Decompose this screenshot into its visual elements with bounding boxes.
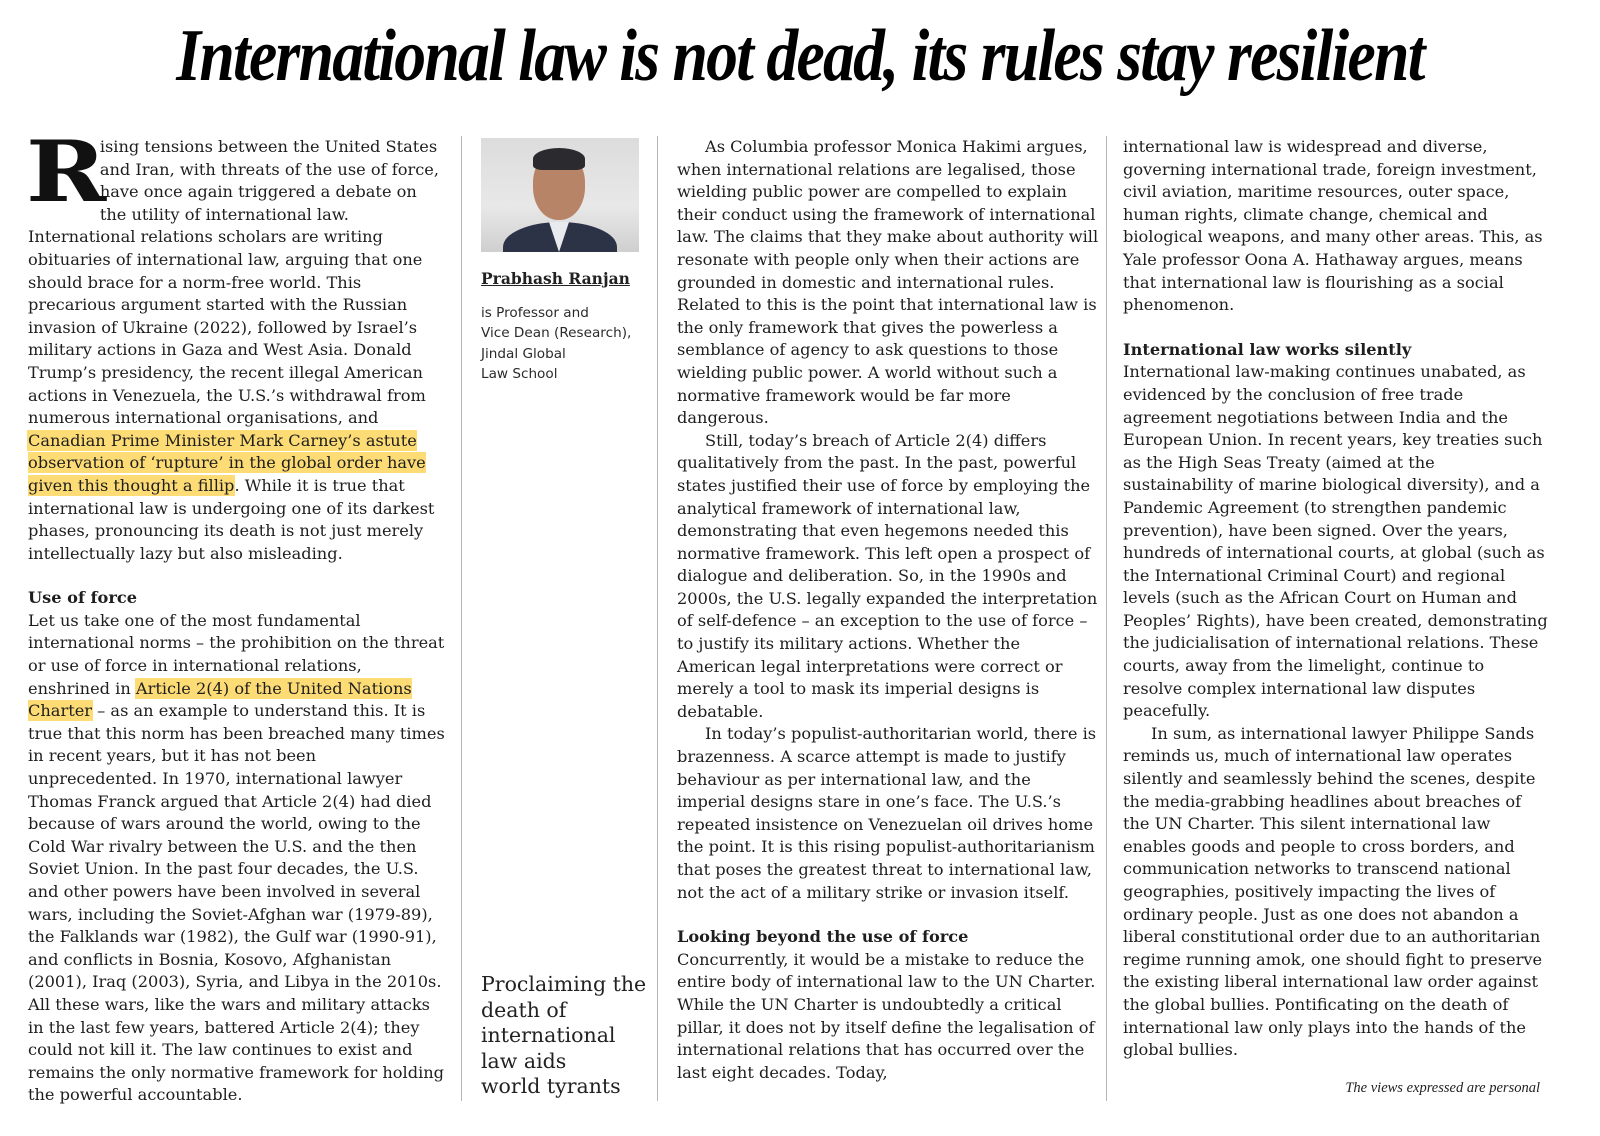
column-1	[26, 122, 448, 1107]
paragraph-intro	[26, 122, 448, 565]
paragraph-concurrently: Concurrently, it would be a mistake to reduce the entire body of international law to the UN Charter. While the UN Charter is undoubtedly a critical pillar, it does not by itself define the legalisation of international relations that has occurred over the last eight decades. Today,	[677, 949, 1096, 1082]
pull-quote-line: world tyrants	[481, 1074, 621, 1098]
subhead-use-of-force: Use of force	[28, 588, 138, 608]
author-bio-line: Jindal Global	[481, 345, 566, 362]
author-bio	[481, 303, 651, 385]
use-of-force-text-a: Let us take one of the most fundamental international norms – the prohibition on the threat or use of force in international relations, enshrined in	[28, 610, 445, 698]
author-bio-line: Law School	[481, 366, 558, 383]
column-3	[677, 136, 1102, 1084]
drop-cap: R	[26, 122, 107, 221]
pull-quote-line: international	[481, 1023, 616, 1047]
column-divider-1	[461, 136, 462, 1101]
highlighted-text-carney: Canadian Prime Minister Mark Carney’s astute observation of ‘rupture’ in the global order have given this thought a fillip	[28, 430, 426, 495]
subhead-looking-beyond: Looking beyond the use of force	[677, 927, 969, 947]
column-4	[1123, 136, 1548, 1062]
paragraph-in-sum: In sum, as international lawyer Philippe Sands reminds us, much of international law operates silently and seamlessly behind the scenes, despite the media-grabbing headlines about breaches of the UN Charter. This silent international law enables goods and people to cross borders, and communication networks to transcend national geographies, positively impacting the lives of ordinary people. Just as one does not abandon a liberal constitutional order due to an authoritarian regime running amok, one should fight to preserve the existing liberal international law order against the global bullies. Pontificating on the death of international law only plays into the hands of the global bullies.	[1123, 723, 1543, 1060]
pull-quote-line: law aids	[481, 1048, 567, 1073]
column-divider-3	[1106, 136, 1107, 1101]
pull-quote-line: Proclaiming the	[481, 972, 647, 996]
photo-hair	[533, 148, 585, 170]
column-divider-2	[657, 136, 658, 1101]
paragraph-law-making: International law-making continues unabated, as evidenced by the conclusion of free trade agreement negotiations between India and the European Union. In recent years, key treaties such as the High Seas Treaty (aimed at the sustainability of marine biological diversity), and a Pandemic Agreement (to strengthen pandemic prevention), have been signed. Over the years, hundreds of international courts, at global (such as the International Criminal Court) and regional levels (such as the African Court on Human and Peoples’ Rights), have been created, demonstrating the judicialisation of international relations. These courts, away from the limelight, continue to resolve complex international law disputes peacefully.	[1123, 362, 1548, 721]
author-bio-line: is Professor and	[481, 304, 589, 321]
disclaimer: The views expressed are personal	[1345, 1080, 1540, 1096]
paragraph-widespread: international law is widespread and diverse, governing international trade, foreign investment, civil aviation, maritime resources, outer space, human rights, climate change, chemical and biological weapons, and many other areas. This, as Yale professor Oona A. Hathaway argues, means that international law is flourishing as a social phenomenon.	[1123, 137, 1543, 315]
use-of-force-text-b: – as an example to understand this. It is true that this norm has been breached many times in recent years, but it has not been unprecedented. In 1970, international lawyer Thomas Franck argued that Article 2(4) had died because of wars around the world, owing to the Cold War rivalry between the U.S. and the then Soviet Union. In the past four decades, the U.S. and other powers have been involved in several wars, including the Soviet-Afghan war (1979-89), the Falklands war (1982), the Gulf war (1990-91), and conflicts in Bosnia, Kosovo, Afghanistan (2001), Iraq (2003), Syria, and Libya in the 2010s. All these wars, like the wars and military attacks in the last few years, battered Article 2(4); they could not kill it. The law continues to exist and remains the only normative framework for holding the powerful accountable.	[28, 701, 445, 1105]
paragraph-use-of-force	[28, 610, 448, 1107]
paragraph-hakimi: As Columbia professor Monica Hakimi argues, when international relations are legalised, those wielding public power are compelled to explain their conduct using the framework of international law. The claims that they make about authority will resonate with people only when their actions are grounded in domestic and international rules. Related to this is the point that international law is the only framework that gives the powerless a semblance of agency to ask questions to those wielding public power. A world without such a normative framework would be far more dangerous.	[677, 137, 1099, 428]
headline: International law is not dead, its rules stay resilient	[176, 15, 1424, 97]
author-name: Prabhash Ranjan	[481, 269, 630, 288]
pull-quote-line: death of	[481, 997, 567, 1022]
paragraph-populist: In today’s populist-authoritarian world, there is brazenness. A scarce attempt is made to justify behaviour as per international law, and the imperial designs stare in one’s face. The U.S.’s repeated insistence on Venezuelan oil drives home the point. It is this rising populist-authoritarianism that poses the greatest threat to international law, not the act of a military strike or invasion itself.	[677, 724, 1097, 902]
highlighted-text-article: Article 2(4) of the United Nations Charter	[28, 678, 412, 721]
pull-quote	[481, 972, 656, 1100]
intro-text-a: ising tensions between the United States and Iran, with threats of the use of force, have once again triggered a debate on the utility of international law. International relations scholars are writing obituaries of international law, arguing that one should brace for a norm-free world. This precarious argument started with the Russian invasion of Ukraine (2022), followed by Israel’s military actions in Gaza and West Asia. Donald Trump’s presidency, the recent illegal American actions in Venezuela, the U.S.’s withdrawal from numerous international organisations, and	[28, 137, 440, 428]
subhead-works-silently: International law works silently	[1123, 339, 1412, 359]
author-bio-line: Vice Dean (Research),	[481, 325, 632, 342]
paragraph-breach: Still, today’s breach of Article 2(4) differs qualitatively from the past. In the past, powerful states justified their use of force by employing the analytical framework of international law, demonstrating that even hegemons needed this normative framework. This left open a prospect of dialogue and deliberation. So, in the 1990s and 2000s, the U.S. legally expanded the interpretation of self-defence – an exception to the use of force – to justify its military actions. Whether the American legal interpretations were correct or merely a tool to mask its imperial designs is debatable.	[677, 430, 1098, 721]
author-photo	[481, 138, 639, 252]
intro-text-b: . While it is true that international law is undergoing one of its darkest phases, pronouncing its death is not just merely intellectually lazy but also misleading.	[28, 475, 435, 563]
author-column	[481, 136, 651, 1106]
